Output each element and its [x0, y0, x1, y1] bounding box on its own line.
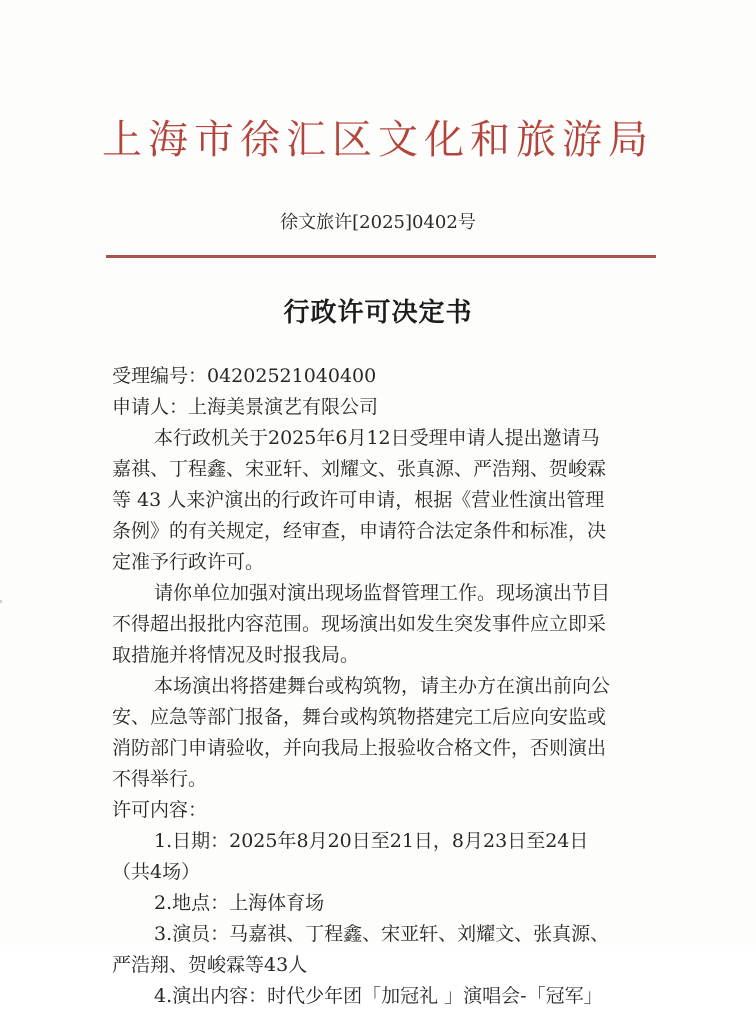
permit-item-performers: 3.演员：马嘉祺、丁程鑫、宋亚轩、刘耀文、张真源、: [154, 923, 610, 945]
paragraph-3-line: 本场演出将搭建舞台或构筑物，请主办方在演出前向公: [154, 675, 611, 697]
permit-item-content: 4.演出内容：时代少年团「加冠礼 」演唱会-「冠军」: [154, 985, 603, 1007]
paragraph-3-line: 安、应急等部门报备，舞台或构筑物搭建完工后应向安监或: [112, 706, 607, 728]
permit-item-venue: 2.地点：上海体育场: [154, 892, 325, 914]
paragraph-3-line: 不得举行。: [112, 768, 208, 790]
paragraph-1-line: 等 43 人来沪演出的行政许可申请，根据《营业性演出管理: [112, 489, 605, 511]
paragraph-1-line: 嘉祺、丁程鑫、宋亚轩、刘耀文、张真源、严浩翔、贺峻霖: [112, 458, 607, 480]
document-number: 徐文旅许[2025]0402号: [280, 212, 476, 233]
permit-item-performers-cont: 严浩翔、贺峻霖等43人: [112, 954, 308, 976]
acceptance-number: 受理编号：04202521040400: [112, 365, 377, 387]
paragraph-1-line: 定准予行政许可。: [112, 551, 265, 573]
paragraph-2-line: 取措施并将情况及时报我局。: [112, 644, 360, 666]
paragraph-2-line: 不得超出报批内容范围。现场演出如发生突发事件应立即采: [112, 613, 607, 635]
document-title: 行政许可决定书: [283, 298, 473, 328]
paragraph-1-line: 条例》的有关规定，经审查，申请符合法定条件和标准，决: [112, 520, 607, 542]
scan-edge-mark: [0, 600, 2, 603]
permit-item-date-count: （共4场）: [112, 861, 201, 883]
paragraph-2-line: 请你单位加强对演出现场监督管理工作。现场演出节目: [154, 582, 611, 604]
applicant: 申请人：上海美景演艺有限公司: [112, 396, 379, 418]
paragraph-3-line: 消防部门申请验收，并向我局上报验收合格文件，否则演出: [112, 737, 607, 759]
permit-heading: 许可内容：: [112, 799, 208, 821]
header-divider: [106, 255, 656, 258]
issuing-organization: 上海市徐汇区文化和旅游局: [102, 117, 654, 163]
permit-item-date: 1.日期：2025年8月20日至21日，8月23日至24日: [154, 830, 589, 852]
document-body: [112, 361, 652, 1012]
paragraph-1-line: 本行政机关于2025年6月12日受理申请人提出邀请马: [154, 427, 600, 449]
